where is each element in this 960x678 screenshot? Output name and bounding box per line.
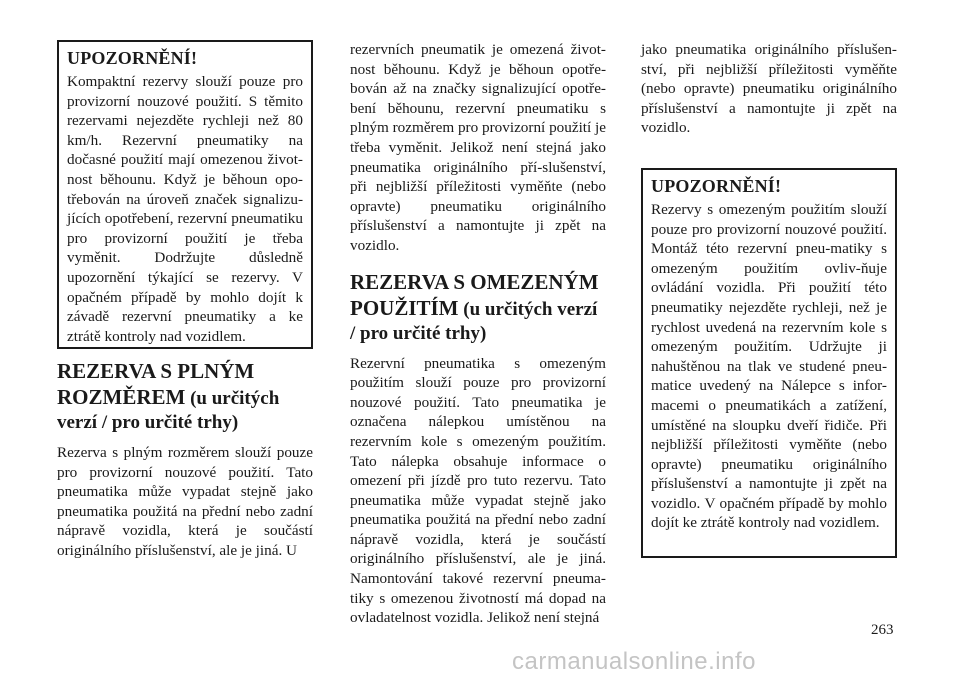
paragraph-limited-use-spare: Rezervní pneumatika s omezeným použitím slouží pouze pro provizorní nouzové použití. Tato pneumatika je označena nálepkou umístěnou na rezervním kole s omezeným použitím. Tato nálepka obsahuje informace o omezení při jízdě pro tuto rezervu. Tato pneumatika může vypadat stejně jako pneumatika použitá na přední nebo zadní nápravě vozidla, která je součástí originálního příslušenství, ale je jiná. Namontování takové rezervní pneuma-tiky s omezenou životností má dopad na ovladatelnost vozidla. Jelikož není stejná	[350, 354, 606, 627]
column-middle	[350, 40, 606, 628]
column-right	[641, 40, 897, 558]
heading-full-size-spare	[57, 359, 313, 435]
column-left	[57, 40, 313, 561]
heading-sub: (u určitých verzí / pro určité trhy)	[350, 298, 598, 344]
heading-main: REZERVA S OMEZENÝM POUŽITÍM	[350, 269, 599, 320]
warning-text: Kompaktní rezervy slouží pouze pro provizorní nouzové použití. S těmito rezervami nejezděte rychleji než 80 km/h. Rezervní pneumatiky na dočasné použití mají omezenou život-nost běhounu. Když je běhoun opo-třebován na úroveň značek signalizu-jících opotřebení, rezervní pneumatiku pro provizorní použití je třeba vyměnit. Dodržujte důsledně upozornění týkající se rezervy. V opačném případě by mohlo dojít k závadě rezervní pneumatiky a ke ztrátě kontroly nad vozidlem.	[67, 73, 303, 345]
warning-box-compact-spare	[57, 40, 313, 349]
watermark: carmanualsonline.info	[512, 648, 756, 675]
heading-sub: (u určitých verzí / pro určité trhy)	[57, 388, 280, 433]
heading-main: REZERVA S PLNÝM ROZMĚREM	[57, 359, 255, 409]
heading-limited-use-spare	[350, 270, 606, 346]
paragraph-full-size-spare: Rezerva s plným rozměrem slouží pouze pro provizorní nouzové použití. Tato pneumatika může vypadat stejně jako pneumatika použitá na přední nebo zadní nápravě vozidla, která je součástí originálního příslušenství, ale je jiná. U	[57, 444, 313, 559]
page-number: 263	[871, 622, 894, 638]
warning-box-limited-use-spare	[641, 168, 897, 558]
warning-title: UPOZORNĚNÍ!	[651, 175, 782, 196]
warning-title: UPOZORNĚNÍ!	[67, 48, 198, 68]
warning-text: Rezervy s omezeným použitím slouží pouze pro provizorní nouzové použití. Montáž této rezervní pneu-matiky s omezeným použitím ovliv-ňuje ovládání vozidla. Při použití této pneumatiky nejezděte rychleji, než je rychlost uvedená na rezervním kole s omezeným použitím. Udržujte ji nahuštěnou na tlak ve studené pneu-matice uvedený na Nálepce s infor-macemi o pneumatikách a zatížení, umístěné na sloupku dveří řidiče. Při nejbližší příležitosti vyměňte (nebo opravte) pneumatiku originálního příslušenství a namontujte ji zpět na vozidlo. V opačném případě by mohlo dojít ke ztrátě kontroly nad vozidlem.	[651, 200, 887, 532]
paragraph-full-size-continuation: rezervních pneumatik je omezená život-nost běhounu. Když je běhoun opotře-bován až na značky signalizující opotře-bení běhounu, rezervní pneumatiku s plným rozměrem pro provizorní použití je třeba vyměnit. Jelikož není stejná jako pneumatika originálního pří-slušenství, při nejbližší příležitosti vyměňte (nebo opravte) pneumatiku originálního příslušenství a namontujte ji zpět na vozidlo.	[350, 41, 607, 254]
paragraph-limited-use-continuation: jako pneumatika originálního příslušen-ství, při nejbližší příležitosti vyměňte (nebo opravte) pneumatiku originálního příslušenství a namontujte ji zpět na vozidlo.	[641, 41, 897, 137]
